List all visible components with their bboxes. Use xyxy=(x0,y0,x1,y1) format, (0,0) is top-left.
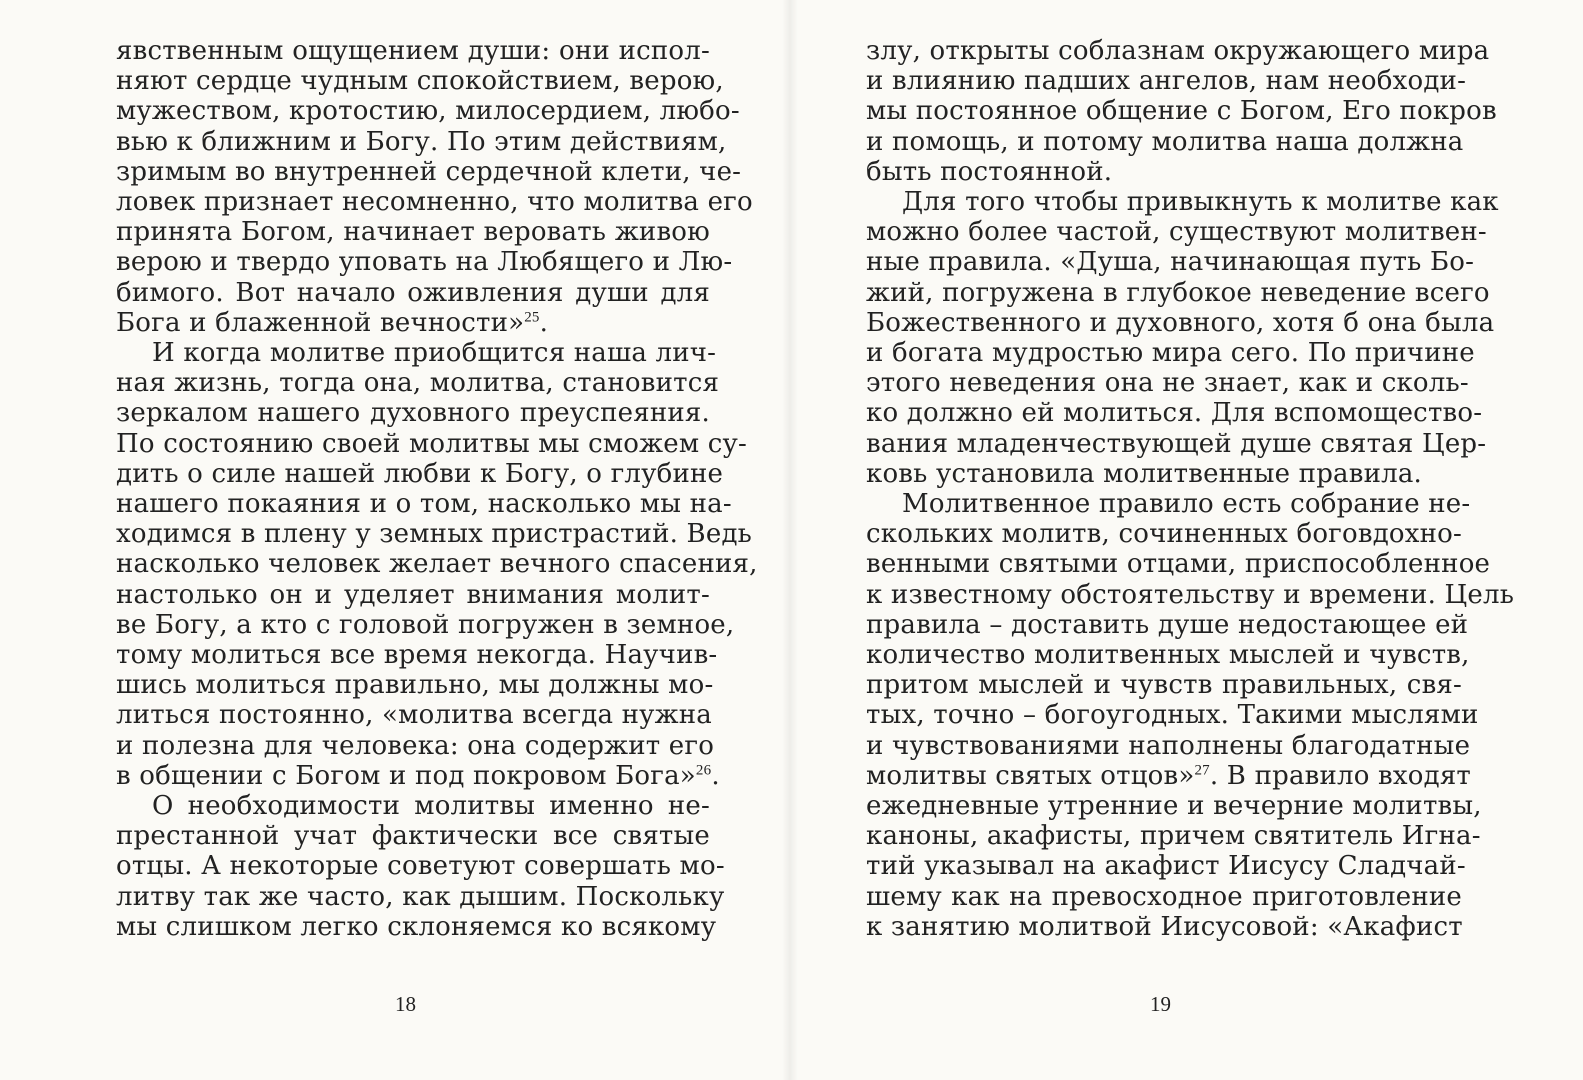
text-line: притом мыслей и чувств правильных, свя- xyxy=(866,670,1462,701)
text-line: количество молитвенных мыслей и чувств, xyxy=(866,640,1470,671)
text-line: можно более частой, существуют молитвен- xyxy=(866,217,1487,248)
text-line: ко должно ей молиться. Для вспомоществo- xyxy=(866,398,1483,429)
text-segment: Бога и блаженной вечности» xyxy=(116,307,525,338)
text-line: ковь установила молитвенные правила. xyxy=(866,458,1422,489)
text-line: тий указывал на акафист Иисусу Сладчай- xyxy=(866,851,1466,882)
text-line: зримым во внутренней сердечной клети, че- xyxy=(116,156,742,187)
footnote-ref: 26 xyxy=(695,762,712,779)
text-line: вания младенчествующей душе святая Цер- xyxy=(866,428,1487,459)
text-line: верою и твердо уповать на Любящего и Лю- xyxy=(116,247,733,278)
footnote-ref: 25 xyxy=(524,309,540,326)
text-segment: молитвы святых отцов» xyxy=(866,760,1195,791)
left-page-text xyxy=(116,36,758,942)
text-line: к занятию молитвой Иисусовой: «Акафист xyxy=(866,911,1463,942)
text-line: И когда молитве приобщится наша лич- xyxy=(152,338,717,369)
text-line: мы слишком легко склоняемся ко всякому xyxy=(116,911,717,942)
text-line: каноны, акафисты, причем святитель Игна- xyxy=(866,821,1481,852)
text-line: и чувствованиями наполнены благодатные xyxy=(866,730,1471,761)
right-page-text xyxy=(866,36,1515,942)
text-line: ловек признает несомненно, что молитва его xyxy=(116,187,753,218)
text-line: шись молиться правильно, мы должны мо- xyxy=(116,670,714,701)
text-line: ходимся в плену у земных пристрастий. Ведь xyxy=(116,519,753,550)
text-line: отцы. А некоторые советуют совершать мо- xyxy=(116,851,725,882)
text-line: нашего покаяния и о том, насколько мы на- xyxy=(116,489,732,520)
text-line: няют сердце чудным спокойствием, верою, xyxy=(116,66,724,97)
text-line: правила – доставить душе недостающее ей xyxy=(866,609,1469,640)
text-line: тому молиться все время некогда. Научив- xyxy=(116,640,718,671)
text-line: По состоянию своей молитвы мы сможем су- xyxy=(116,428,747,459)
text-line: венными святыми отцами, приспособленное xyxy=(866,549,1491,580)
text-line: быть постоянной. xyxy=(866,156,1113,187)
text-line: зеркалом нашего духовного преуспеяния. xyxy=(116,398,710,429)
text-line: ная жизнь, тогда она, молитва, становится xyxy=(116,368,720,399)
text-line: скольких молитв, сочиненных боговдохно- xyxy=(866,519,1462,550)
text-line: явственным ощущением души: они испол- xyxy=(116,36,710,66)
text-segment: . В правило входят xyxy=(1209,760,1471,791)
text-line: ежедневные утренние и вечерние молитвы, xyxy=(866,791,1482,822)
text-line: мужеством, кротостию, милосердием, любо- xyxy=(116,96,740,127)
text-line: к известному обстоятельству и времени. Цель xyxy=(866,579,1515,610)
text-line: насколько человек желает вечного спасения, xyxy=(116,549,758,580)
text-line: этого неведения она не знает, как и сколь- xyxy=(866,368,1469,399)
left-page xyxy=(0,0,790,1080)
text-line: бимого. Вот начало оживления души для xyxy=(116,277,710,308)
text-line: престанной учат фактически все святые xyxy=(116,821,710,852)
text-line: и богата мудростью мира сего. По причине xyxy=(866,338,1475,369)
text-line: тых, точно – богоугодных. Такими мыслями xyxy=(866,700,1479,731)
text-line: Молитвенное правило есть собрание не- xyxy=(902,489,1471,520)
text-line: шему как на превосходное приготовление xyxy=(866,881,1462,912)
text-line: жий, погружена в глубокое неведение всего xyxy=(866,277,1490,308)
text-line: ные правила. «Душа, начинающая путь Бо- xyxy=(866,247,1475,278)
text-line: злу, открыты соблазнам окружающего мира xyxy=(866,36,1490,66)
text-line-with-footnote xyxy=(866,760,1471,791)
text-line-with-footnote: Бога и блаженной вечности»$^{25}$. xyxy=(116,307,549,338)
text-line: литься постоянно, «молитва всегда нужна xyxy=(116,700,713,731)
text-line: и влиянию падших ангелов, нам необходи- xyxy=(866,66,1467,97)
right-page xyxy=(790,0,1583,1080)
text-line: и помощь, и потому молитва наша должна xyxy=(866,126,1464,157)
text-line: Божественного и духовного, хотя б она была xyxy=(866,307,1495,338)
page-number: 18 xyxy=(395,992,416,1016)
text-line: принята Богом, начинает веровать живою xyxy=(116,217,710,248)
text-line: и полезна для человека: она содержит его xyxy=(116,730,715,761)
text-line: О необходимости молитвы именно не- xyxy=(152,791,710,822)
footnote-ref: 27 xyxy=(1194,762,1210,779)
text-line: литву так же часто, как дышим. Поскольку xyxy=(116,881,725,912)
text-line: вью к ближним и Богу. По этим действиям, xyxy=(116,126,727,157)
text-line-with-footnote: в общении с Богом и под покровом Бога»$^{26}$. xyxy=(116,760,720,791)
text-line: настолько он и уделяет внимания молит- xyxy=(116,579,710,610)
text-line: ве Богу, а кто с головой погружен в земное, xyxy=(116,609,735,640)
text-line: мы постоянное общение с Богом, Его покров xyxy=(866,96,1497,127)
text-line: дить о силе нашей любви к Богу, о глубине xyxy=(116,458,724,489)
page-number: 19 xyxy=(1150,992,1171,1016)
text-line: Для того чтобы привыкнуть к молитве как xyxy=(902,187,1499,218)
text-segment: в общении с Богом и под покровом Бога» xyxy=(116,760,696,791)
